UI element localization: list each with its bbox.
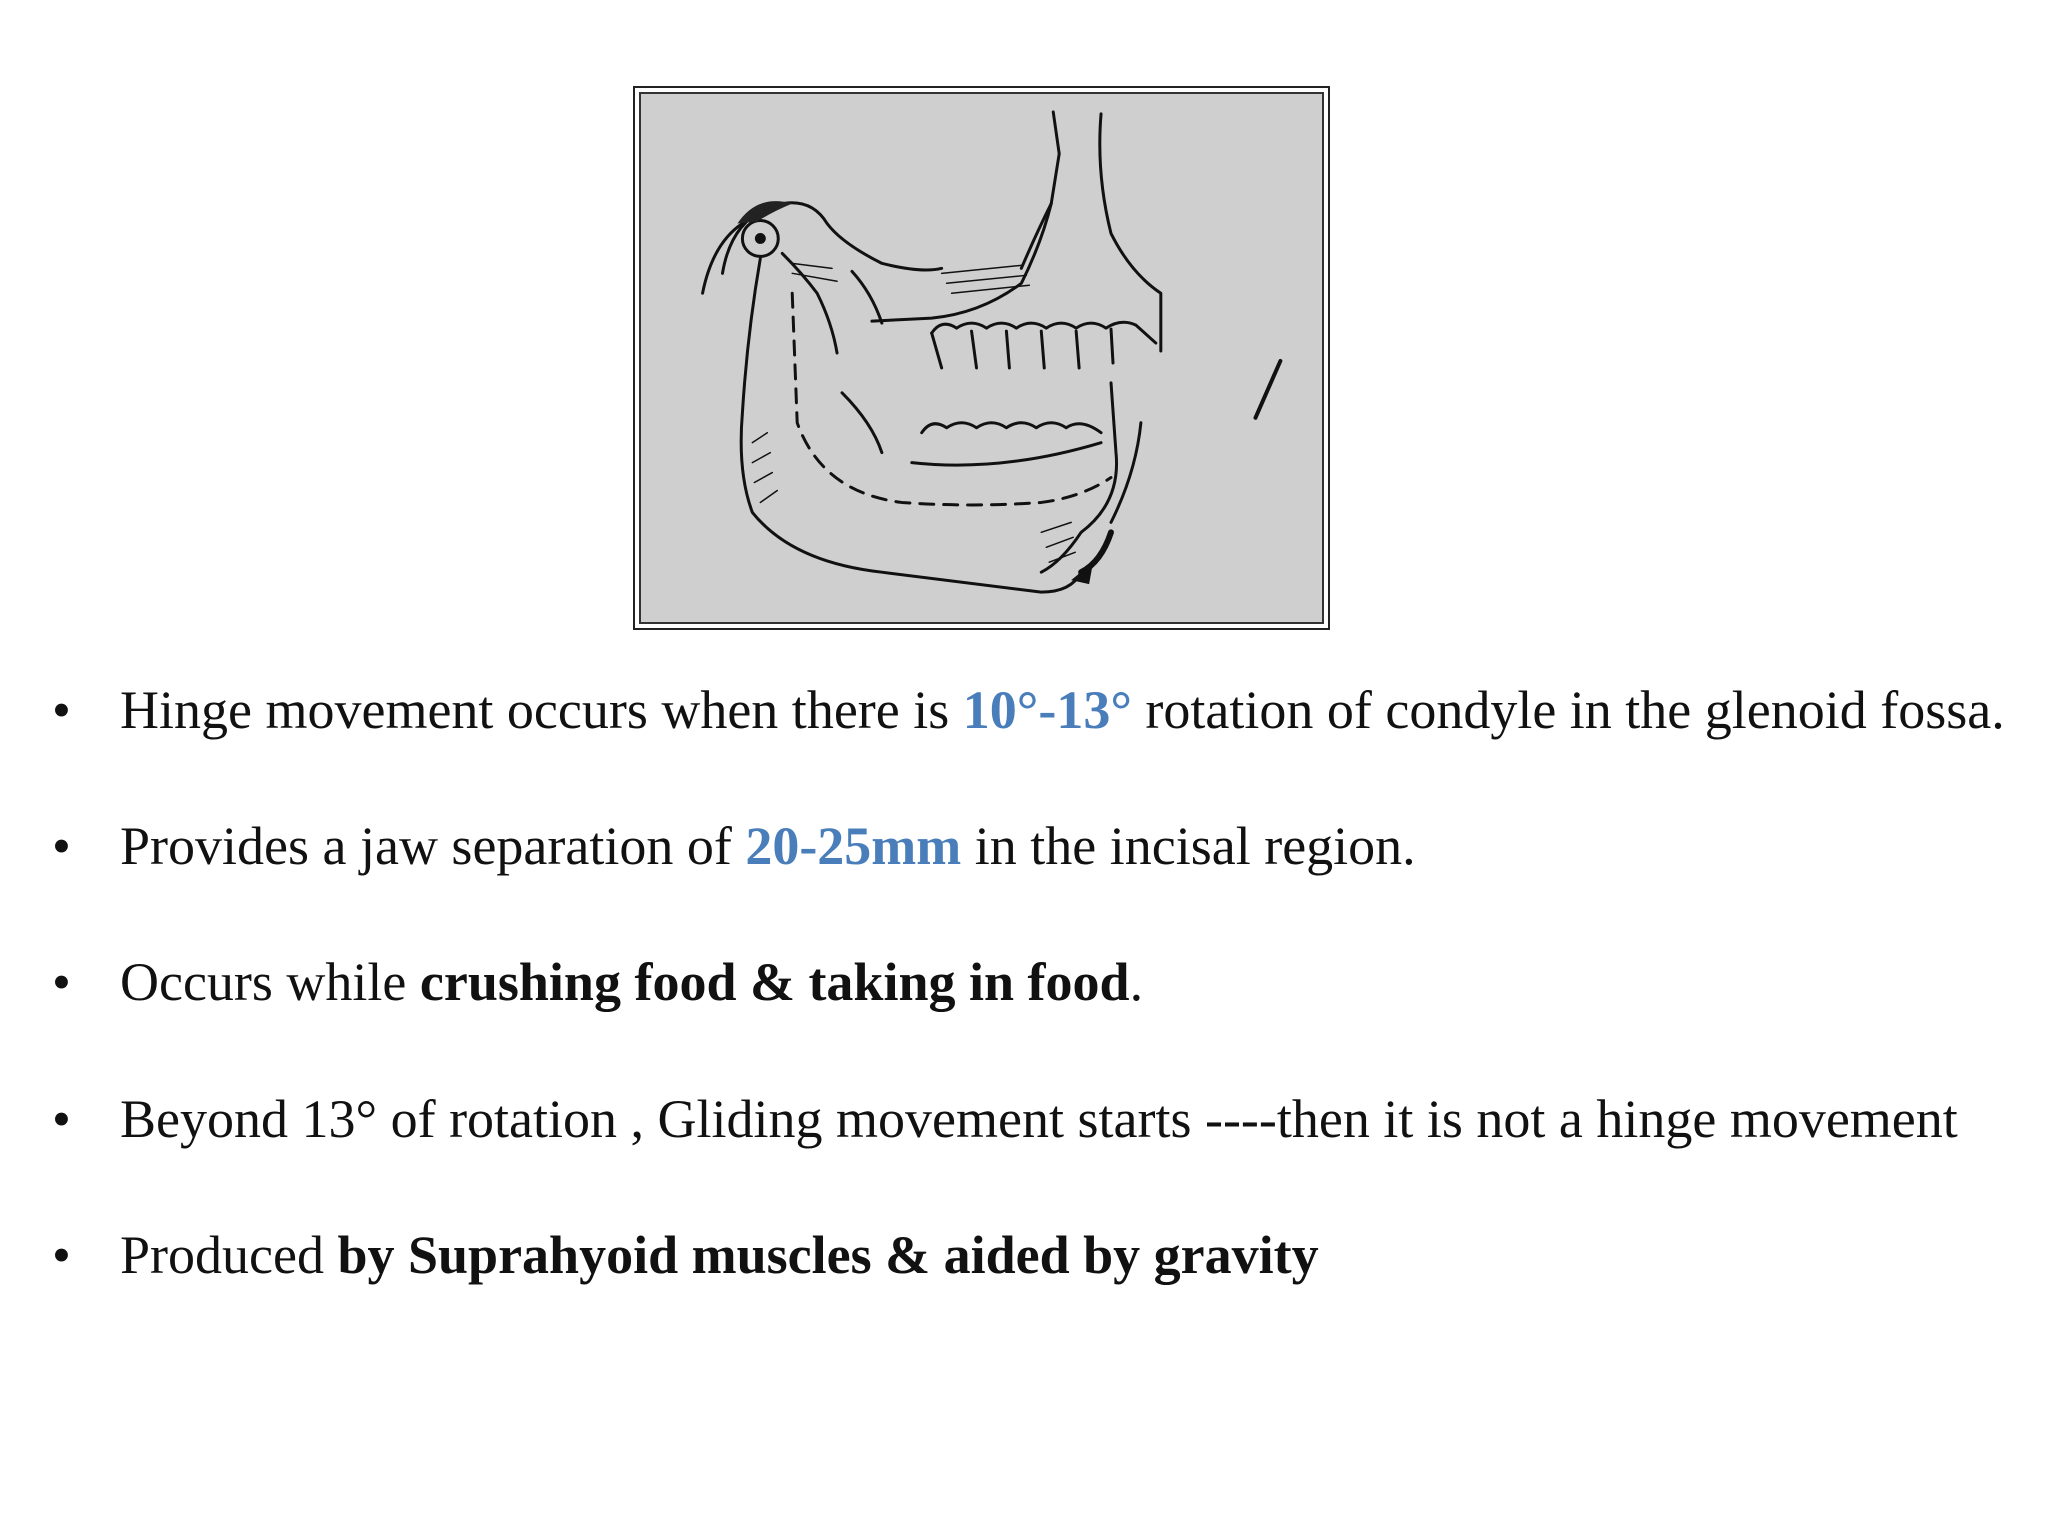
bullet-list	[52, 676, 2012, 1289]
bullet-text: Provides a jaw separation of	[120, 816, 746, 876]
bullet-text: .	[1129, 952, 1144, 1012]
bullet-text: in the incisal region.	[961, 816, 1416, 876]
rotation-range-highlight: 10°-13°	[962, 680, 1132, 740]
mandible-hinge-illustration	[639, 92, 1324, 624]
figure-frame	[633, 86, 1330, 630]
bullet-text: Beyond 13° of rotation , Gliding movement starts ----then it is not a hinge movement	[120, 1089, 1958, 1149]
separation-range-highlight: 20-25mm	[745, 816, 962, 876]
bullet-beyond-rotation	[52, 1085, 2012, 1153]
bullet-bold-text: by Suprahyoid muscles & aided by gravity	[337, 1225, 1319, 1285]
bullet-text: Hinge movement occurs when there is	[120, 680, 963, 740]
bullet-text: Produced	[120, 1225, 338, 1285]
bullet-bold-text: crushing food & taking in food	[419, 952, 1130, 1012]
bullet-jaw-separation	[52, 812, 2012, 880]
bullet-text: rotation of condyle in the glenoid fossa.	[1131, 680, 2005, 740]
bullet-hinge-rotation	[52, 676, 2012, 744]
bullet-text: Occurs while	[120, 952, 420, 1012]
jaw-diagram-icon	[641, 94, 1322, 622]
bullet-occurs-while	[52, 948, 2012, 1016]
bullet-produced-by	[52, 1221, 2012, 1289]
